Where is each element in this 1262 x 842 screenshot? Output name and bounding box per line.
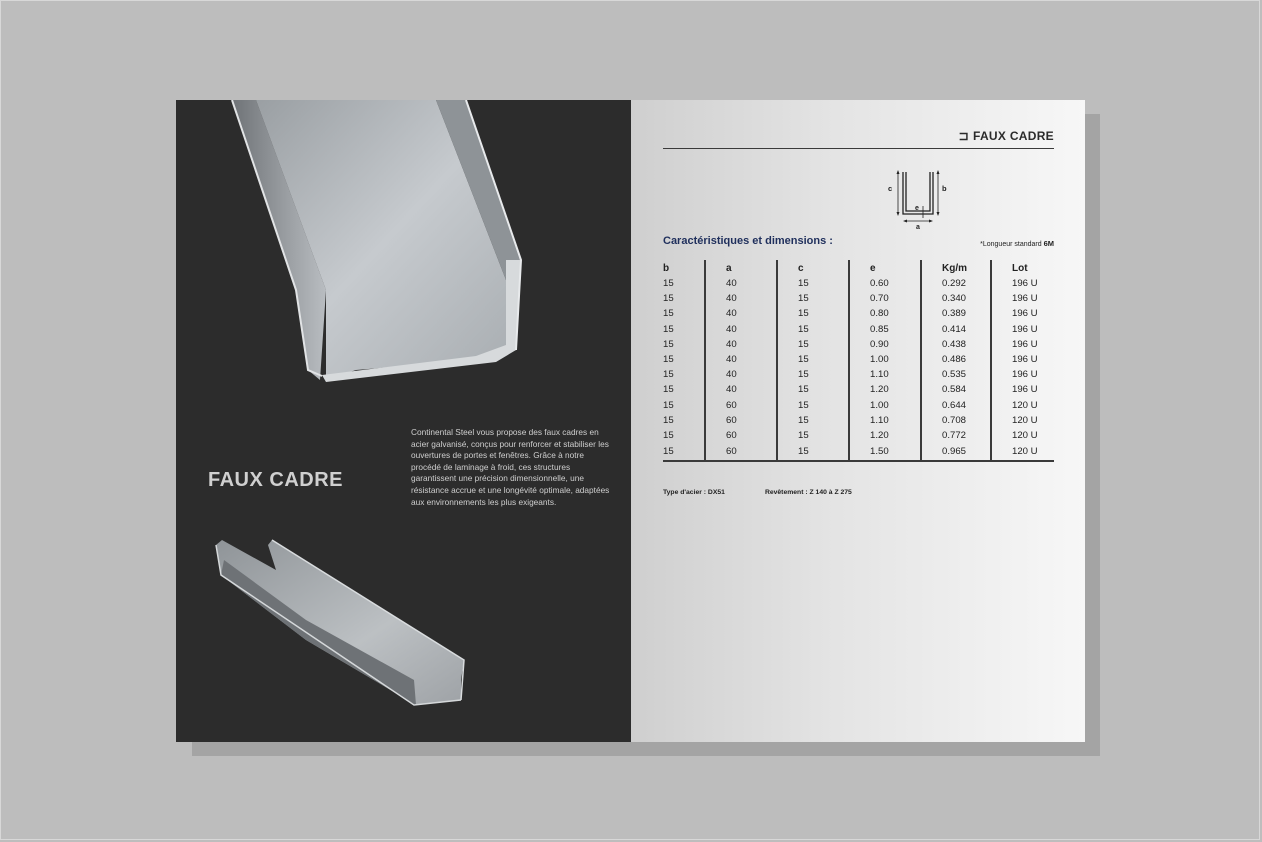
right-page	[631, 100, 1085, 742]
table-cell: 15	[663, 399, 674, 411]
table-row	[663, 352, 1054, 367]
diagram-label-b: b	[942, 184, 947, 193]
table-cell: 0.438	[921, 337, 991, 352]
standard-length-label: *Longueur standard	[980, 241, 1042, 248]
left-page	[176, 100, 631, 742]
table-row	[663, 367, 1054, 382]
table-cell: 196 U	[991, 337, 1054, 352]
table-cell: 0.644	[921, 398, 991, 413]
table-cell: 0.340	[921, 291, 991, 306]
diagram-label-e: e	[915, 205, 919, 212]
table-cell: 196 U	[991, 382, 1054, 397]
table-cell: 40	[705, 337, 777, 352]
table-cell: 1.20	[849, 382, 921, 397]
table-cell: 196 U	[991, 276, 1054, 291]
table-cell: 60	[705, 413, 777, 428]
table-cell: 15	[663, 354, 674, 366]
dimensions-table	[663, 260, 1054, 462]
section-header-label: FAUX CADRE	[972, 129, 1054, 143]
table-row	[663, 428, 1054, 443]
table-cell: 15	[663, 278, 674, 289]
table-cell: 0.486	[921, 352, 991, 367]
table-row	[663, 398, 1054, 413]
table-row	[663, 306, 1054, 321]
col-header-a: a	[705, 260, 777, 276]
table-row	[663, 382, 1054, 397]
table-cell: 0.292	[921, 276, 991, 291]
diagram-label-a: a	[916, 224, 920, 231]
table-cell: 60	[705, 443, 777, 461]
table-cell: 60	[705, 398, 777, 413]
standard-length-value: 6M	[1043, 239, 1054, 248]
product-title: FAUX CADRE	[208, 469, 344, 491]
table-cell: 15	[777, 428, 849, 443]
col-header-lot: Lot	[991, 260, 1054, 276]
table-cell: 0.965	[921, 443, 991, 461]
table-row	[663, 337, 1054, 352]
table-cell: 40	[705, 382, 777, 397]
table-cell: 1.20	[849, 428, 921, 443]
diagram-label-c: c	[888, 184, 893, 193]
table-cell: 15	[777, 382, 849, 397]
table-cell: 0.85	[849, 322, 921, 337]
table-header-row	[663, 260, 1054, 276]
table-row	[663, 291, 1054, 306]
table-cell: 0.90	[849, 337, 921, 352]
table-cell: 196 U	[991, 322, 1054, 337]
table-cell: 1.10	[849, 413, 921, 428]
col-header-b: b	[663, 263, 670, 274]
col-header-e: e	[849, 260, 921, 276]
section-header	[959, 129, 1054, 143]
standard-length-note	[980, 239, 1054, 248]
table-cell: 15	[663, 308, 674, 320]
table-cell: 0.60	[849, 276, 921, 291]
table-cell: 196 U	[991, 352, 1054, 367]
product-description: Continental Steel vous propose des faux cadres en acier galvanisé, conçus pour renforcer et stabiliser les ouvertures de portes et fenêtres. Grâce à notre procédé de laminage à froid, ces structures garantissent une précision dimensionnelle, une résistance accrue et une longévité optimale, adaptées aux environnements les plus exigeants.	[411, 427, 610, 507]
table-cell: 0.389	[921, 306, 991, 321]
table-cell: 15	[777, 367, 849, 382]
table-cell: 40	[705, 367, 777, 382]
table-cell: 120 U	[991, 443, 1054, 461]
table-cell: 0.414	[921, 322, 991, 337]
table-cell: 196 U	[991, 291, 1054, 306]
table-row	[663, 413, 1054, 428]
table-cell: 40	[705, 276, 777, 291]
table-cell: 120 U	[991, 428, 1054, 443]
table-row	[663, 443, 1054, 461]
table-cell: 1.00	[849, 398, 921, 413]
table-cell: 0.70	[849, 291, 921, 306]
table-cell: 15	[777, 291, 849, 306]
table-cell: 15	[663, 338, 674, 350]
table-cell: 40	[705, 352, 777, 367]
table-cell: 40	[705, 291, 777, 306]
table-cell: 1.50	[849, 443, 921, 461]
table-cell: 15	[663, 369, 674, 381]
table-cell: 0.772	[921, 428, 991, 443]
material-notes	[663, 489, 852, 496]
table-row	[663, 322, 1054, 337]
channel-icon: ⊐	[958, 129, 969, 143]
table-cell: 15	[663, 430, 674, 442]
table-cell: 15	[663, 414, 674, 426]
characteristics-heading: Caractéristiques et dimensions :	[663, 235, 833, 247]
table-cell: 1.10	[849, 367, 921, 382]
table-cell: 15	[777, 352, 849, 367]
coating: Revêtement : Z 140 à Z 275	[764, 489, 852, 496]
table-cell: 0.535	[921, 367, 991, 382]
table-cell: 40	[705, 322, 777, 337]
table-cell: 15	[777, 322, 849, 337]
table-cell: 15	[777, 276, 849, 291]
table-cell: 0.584	[921, 382, 991, 397]
table-cell: 40	[705, 306, 777, 321]
table-cell: 15	[663, 323, 674, 335]
table-cell: 15	[777, 443, 849, 461]
table-cell: 1.00	[849, 352, 921, 367]
table-cell: 120 U	[991, 398, 1054, 413]
table-cell: 120 U	[991, 413, 1054, 428]
col-header-c: c	[777, 260, 849, 276]
table-cell: 15	[663, 384, 674, 396]
profile-dimension-diagram	[883, 166, 973, 232]
steel-type: Type d'acier : DX51	[663, 489, 725, 496]
table-row	[663, 276, 1054, 291]
table-cell: 196 U	[991, 306, 1054, 321]
table-cell: 15	[777, 398, 849, 413]
table-cell: 15	[663, 293, 674, 305]
table-cell: 15	[777, 337, 849, 352]
table-cell: 196 U	[991, 367, 1054, 382]
table-cell: 60	[705, 428, 777, 443]
table-cell: 15	[777, 306, 849, 321]
col-header-kgm: Kg/m	[921, 260, 991, 276]
header-rule	[663, 148, 1054, 149]
table-cell: 15	[777, 413, 849, 428]
table-cell: 15	[663, 443, 705, 461]
channel-profile-image	[176, 100, 631, 742]
table-cell: 0.708	[921, 413, 991, 428]
table-cell: 0.80	[849, 306, 921, 321]
